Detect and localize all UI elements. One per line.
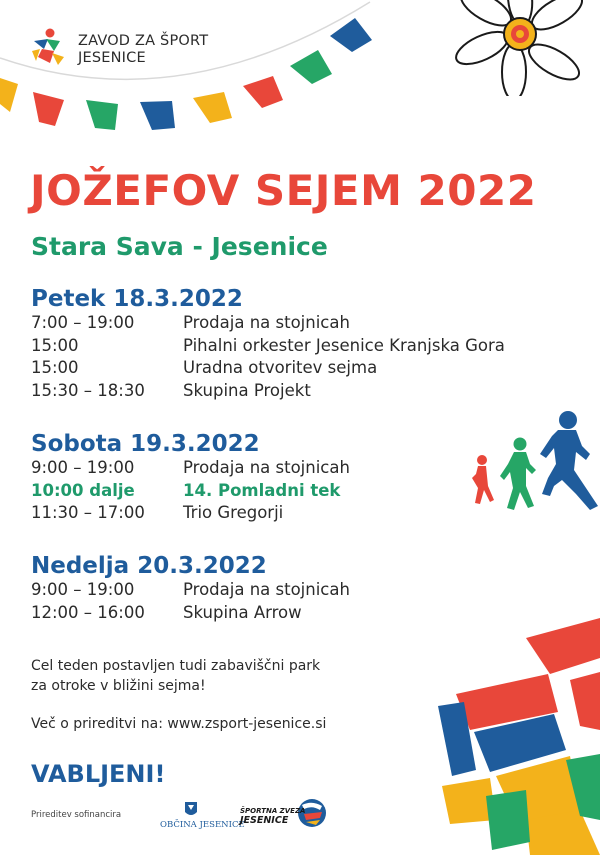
- row-activity: 14. Pomladni tek: [183, 480, 341, 500]
- municipality-name: OBČINA JESENICE: [160, 820, 245, 830]
- closing-invite: VABLJENI!: [31, 760, 166, 788]
- row-activity: Prodaja na stojnicah: [183, 313, 350, 332]
- sports-union-line-1: ŠPORTNA ZVEZA: [240, 807, 306, 815]
- row-time: 7:00 – 19:00: [31, 313, 135, 332]
- row-time: 15:00: [31, 335, 79, 355]
- more-info-link[interactable]: Več o prireditvi na: www.zsport-jesenice.si: [31, 716, 327, 732]
- bunting-flags-icon: [0, 0, 400, 140]
- row-time: 15:00: [31, 358, 79, 377]
- event-location: Stara Sava - Jesenice: [31, 232, 328, 261]
- amusement-park-note: [31, 656, 320, 696]
- note-line: za otroke v bližini sejma!: [31, 678, 206, 694]
- row-activity: Skupina Arrow: [183, 602, 302, 622]
- row-activity: Trio Gregorji: [183, 503, 284, 522]
- runner-figure-icon: [430, 610, 600, 855]
- row-time: 11:30 – 17:00: [31, 503, 145, 522]
- day-friday: [31, 285, 571, 403]
- organizer-line-2: JESENICE: [78, 50, 146, 66]
- row-time: 12:00 – 16:00: [31, 602, 145, 622]
- schedule-row: [31, 313, 571, 336]
- schedule-row: [31, 381, 571, 404]
- sports-union-line-2: JESENICE: [240, 815, 289, 826]
- day-heading: Sobota 19.3.2022: [31, 431, 260, 457]
- note-line: Cel teden postavljen tudi zabaviščni park: [31, 658, 321, 674]
- schedule-row: [31, 580, 571, 603]
- day-heading: Nedelja 20.3.2022: [31, 553, 267, 579]
- schedule-row: [31, 336, 571, 359]
- row-activity: Prodaja na stojnicah: [183, 580, 350, 599]
- row-activity: Uradna otvoritev sejma: [183, 358, 378, 377]
- row-time: 10:00 dalje: [31, 480, 135, 500]
- day-heading: Petek 18.3.2022: [31, 286, 243, 312]
- edelweiss-flower-icon: [452, 0, 600, 96]
- row-time: 9:00 – 19:00: [31, 580, 135, 599]
- zavod-logo-icon: [28, 27, 68, 67]
- sports-union-name: [240, 806, 305, 826]
- runners-icon: [458, 408, 600, 530]
- row-time: 9:00 – 19:00: [31, 458, 135, 477]
- organizer-name: [78, 33, 208, 67]
- row-activity: Prodaja na stojnicah: [183, 458, 350, 477]
- row-time: 15:30 – 18:30: [31, 380, 145, 400]
- cofinance-label: Prireditev sofinancira: [31, 810, 122, 820]
- row-activity: Skupina Projekt: [183, 380, 311, 400]
- row-activity: Pihalni orkester Jesenice Kranjska Gora: [183, 335, 505, 355]
- organizer-line-1: ZAVOD ZA ŠPORT: [78, 33, 209, 49]
- event-title: JOŽEFOV SEJEM 2022: [30, 166, 537, 215]
- schedule-row: [31, 358, 571, 381]
